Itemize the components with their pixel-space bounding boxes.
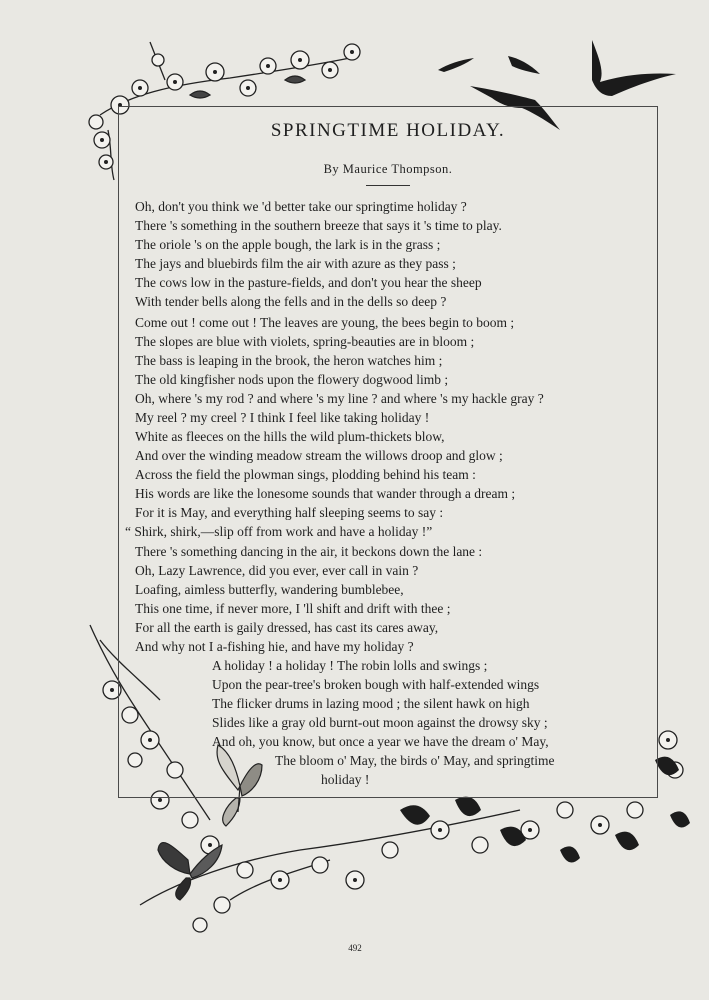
stanza-1 [135, 197, 645, 311]
poem-line: A holiday ! a holiday ! The robin lolls and swings ; [212, 658, 488, 673]
poem-line: The cows low in the pasture-fields, and don't you hear the sheep [135, 275, 482, 290]
poem-line: The old kingfisher nods upon the flowery dogwood limb ; [135, 372, 449, 387]
poem-title: SPRINGTIME HOLIDAY. [270, 120, 506, 141]
poem-line: Oh, where 's my rod ? and where 's my line ? and where 's my hackle gray ? [135, 391, 544, 406]
poem-line: And over the winding meadow stream the willows droop and glow ; [135, 448, 503, 463]
poem-line: Oh, Lazy Lawrence, did you ever, ever call in vain ? [135, 563, 419, 578]
poem-line: The bloom o' May, the birds o' May, and springtime [275, 753, 555, 768]
poem-line: Loafing, aimless butterfly, wandering bumblebee, [135, 582, 404, 597]
title-divider [366, 185, 410, 186]
stanza-4 [135, 542, 645, 656]
poem-line: The bass is leaping in the brook, the heron watches him ; [135, 353, 443, 368]
poem-line: holiday ! [321, 772, 370, 787]
poem-line: The oriole 's on the apple bough, the lark is in the grass ; [135, 237, 441, 252]
poem-line: There 's something in the southern breeze that says it 's time to play. [135, 218, 502, 233]
poem-line: Come out ! come out ! The leaves are young, the bees begin to boom ; [135, 315, 515, 330]
stanza-3 [125, 427, 645, 541]
poem-line: His words are like the lonesome sounds that wander through a dream ; [135, 486, 516, 501]
stanza-2 [135, 313, 645, 427]
poem-line: Slides like a gray old burnt-out moon against the drowsy sky ; [212, 715, 548, 730]
poem-line: And why not I a-fishing hie, and have my holiday ? [135, 639, 414, 654]
poem-byline: By Maurice Thompson. [323, 162, 453, 176]
poem-line: White as fleeces on the hills the wild plum-thickets blow, [135, 429, 445, 444]
poem-line: For it is May, and everything half sleeping seems to say : [135, 505, 444, 520]
page-number: 492 [348, 943, 362, 953]
poem-line: Oh, don't you think we 'd better take our springtime holiday ? [135, 199, 467, 214]
poem-line: The flicker drums in lazing mood ; the silent hawk on high [212, 696, 530, 711]
poem-line: And oh, you know, but once a year we have the dream o' May, [212, 734, 549, 749]
poem-line: Upon the pear-tree's broken bough with half-extended wings [212, 677, 540, 692]
poem-line: The slopes are blue with violets, spring-beauties are in bloom ; [135, 334, 475, 349]
poem-line: With tender bells along the fells and in the dells so deep ? [135, 294, 447, 309]
poem-line: For all the earth is gaily dressed, has cast its cares away, [135, 620, 439, 635]
stanza-5 [212, 656, 652, 789]
poem-line: There 's something dancing in the air, it beckons down the lane : [135, 544, 483, 559]
poem-line: My reel ? my creel ? I think I feel like taking holiday ! [135, 410, 430, 425]
poem-line: Across the field the plowman sings, plodding behind his team : [135, 467, 476, 482]
poem-line: This one time, if never more, I 'll shift and drift with thee ; [135, 601, 451, 616]
poem-line: The jays and bluebirds film the air with azure as they pass ; [135, 256, 456, 271]
poem-line: “ Shirk, shirk,—slip off from work and have a holiday !” [125, 524, 433, 539]
